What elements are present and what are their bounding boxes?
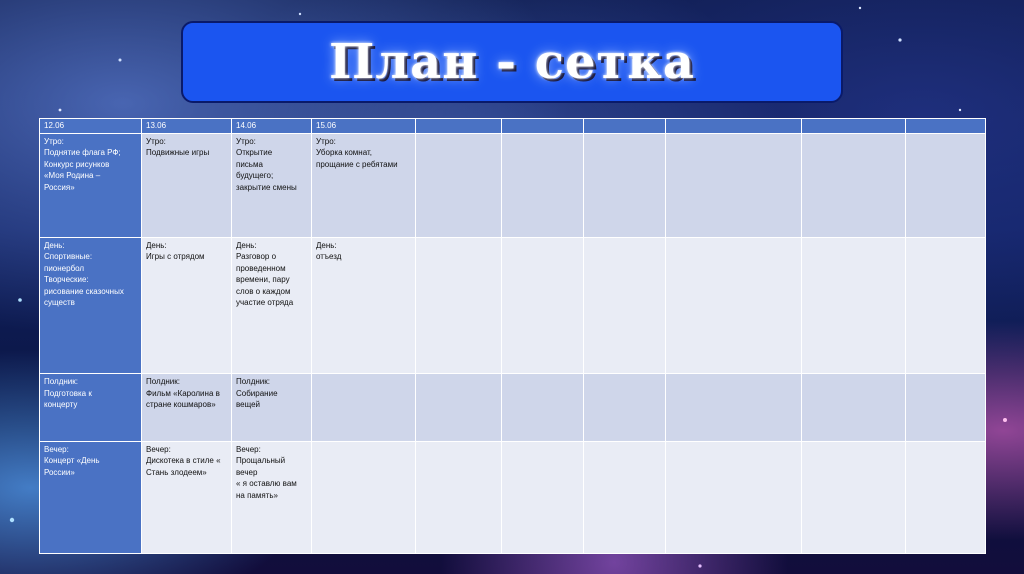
cell-line: Поднятие флага РФ; <box>44 148 121 158</box>
cell-line: «Моя Родина – <box>44 171 101 181</box>
cell-line: на память» <box>236 490 278 500</box>
table-cell <box>802 374 906 441</box>
table-cell <box>232 441 312 553</box>
table-cell <box>142 237 232 373</box>
header-cell <box>584 119 666 134</box>
table-cell <box>666 374 802 441</box>
cell-line: Подвижные игры <box>146 148 210 158</box>
table-cell <box>502 441 584 553</box>
cell-line: Вечер: <box>236 444 261 454</box>
cell-line: Утро: <box>146 136 166 146</box>
table-cell <box>666 237 802 373</box>
cell-line: будущего; <box>236 171 274 181</box>
header-cell: 13.06 <box>142 119 232 134</box>
cell-line: Стань злодеем» <box>146 467 207 477</box>
table-cell <box>906 237 986 373</box>
cell-line: Спортивные: <box>44 252 93 262</box>
table-cell <box>312 237 416 373</box>
page-title: План - сетка <box>328 34 696 90</box>
cell-line: Творческие: <box>44 275 89 285</box>
cell-line: Россия» <box>44 182 75 192</box>
cell-line: письма <box>236 159 263 169</box>
cell-line: Полдник: <box>44 377 78 387</box>
table-cell <box>416 441 502 553</box>
table-cell <box>312 374 416 441</box>
cell-line: Вечер: <box>44 444 69 454</box>
cell-line: существ <box>44 298 75 308</box>
cell-line: закрытие смены <box>236 182 297 192</box>
cell-line: слов о каждом <box>236 286 291 296</box>
table-cell <box>416 133 502 237</box>
table-cell <box>40 441 142 553</box>
cell-line: вечер <box>236 467 258 477</box>
table-cell <box>502 133 584 237</box>
cell-line: пионербол <box>44 263 85 273</box>
table-cell <box>802 237 906 373</box>
cell-line: прощание с ребятами <box>316 159 398 169</box>
table-cell <box>906 133 986 237</box>
cell-line: Игры с отрядом <box>146 252 205 262</box>
cell-line: Фильм «Каролина в <box>146 388 220 398</box>
cell-line: Собирание <box>236 388 278 398</box>
table-cell <box>584 441 666 553</box>
table-cell <box>232 374 312 441</box>
cell-line: Прощальный <box>236 456 286 466</box>
cell-line: Полдник: <box>146 377 180 387</box>
cell-line: День: <box>146 240 167 250</box>
cell-line: Утро: <box>316 136 336 146</box>
cell-line: участие отряда <box>236 298 294 308</box>
cell-line: День: <box>236 240 257 250</box>
cell-line: Конкурс рисунков <box>44 159 110 169</box>
header-cell <box>666 119 802 134</box>
header-cell: 15.06 <box>312 119 416 134</box>
table-cell <box>40 133 142 237</box>
cell-line: Утро: <box>236 136 256 146</box>
cell-line: День: <box>44 240 65 250</box>
table-row <box>40 374 986 441</box>
cell-line: Разговор о <box>236 252 277 262</box>
table-cell <box>40 374 142 441</box>
cell-line: Полдник: <box>236 377 270 387</box>
table-cell <box>232 133 312 237</box>
cell-line: вещей <box>236 400 261 410</box>
cell-line: « я оставлю вам <box>236 479 297 489</box>
header-cell: 12.06 <box>40 119 142 134</box>
table-cell <box>584 237 666 373</box>
table-row <box>40 441 986 553</box>
table-cell <box>416 237 502 373</box>
cell-line: концерту <box>44 400 78 410</box>
table-cell <box>906 374 986 441</box>
header-cell <box>906 119 986 134</box>
cell-line: День: <box>316 240 337 250</box>
cell-line: времени, пару <box>236 275 290 285</box>
table-cell <box>312 133 416 237</box>
table-cell <box>666 133 802 237</box>
table-cell <box>40 237 142 373</box>
title-banner <box>181 21 843 103</box>
cell-line: стране кошмаров» <box>146 400 216 410</box>
table-cell <box>906 441 986 553</box>
header-cell <box>416 119 502 134</box>
cell-line: рисование сказочных <box>44 286 124 296</box>
table-cell <box>142 441 232 553</box>
cell-line: отъезд <box>316 252 342 262</box>
cell-line: Подготовка к <box>44 388 92 398</box>
schedule-grid <box>39 118 986 554</box>
table-cell <box>584 133 666 237</box>
cell-line: проведенном <box>236 263 286 273</box>
cell-line: Уборка комнат, <box>316 148 372 158</box>
cell-line: Дискотека в стиле « <box>146 456 221 466</box>
table-cell <box>502 374 584 441</box>
cell-line: Утро: <box>44 136 64 146</box>
table-cell <box>142 133 232 237</box>
table-cell <box>232 237 312 373</box>
table-cell <box>802 133 906 237</box>
table-row <box>40 133 986 237</box>
cell-line: Вечер: <box>146 444 171 454</box>
table-cell <box>502 237 584 373</box>
table-row <box>40 237 986 373</box>
table-cell <box>416 374 502 441</box>
table-cell <box>666 441 802 553</box>
cell-line: России» <box>44 467 75 477</box>
cell-line: Открытие <box>236 148 273 158</box>
cell-line: Концерт «День <box>44 456 100 466</box>
header-row <box>40 119 986 134</box>
header-cell <box>802 119 906 134</box>
header-cell: 14.06 <box>232 119 312 134</box>
table-cell <box>142 374 232 441</box>
header-cell <box>502 119 584 134</box>
table-cell <box>584 374 666 441</box>
table-cell <box>312 441 416 553</box>
table-cell <box>802 441 906 553</box>
